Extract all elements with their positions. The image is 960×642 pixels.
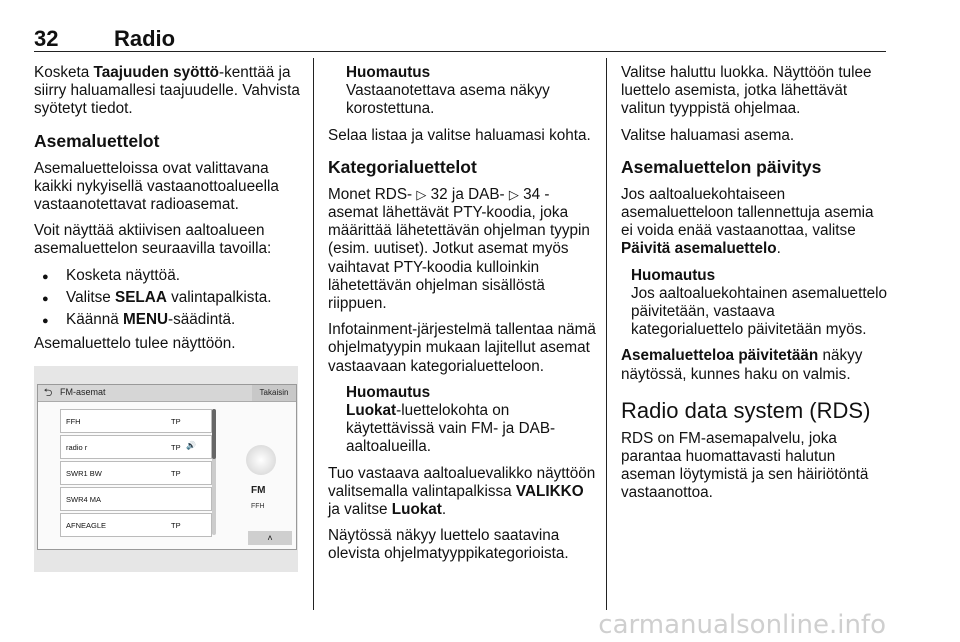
section-heading-paivitys: Asemaluettelon päivitys [621, 156, 822, 177]
station-list-screenshot [34, 366, 298, 572]
scrollbar [212, 409, 216, 535]
paragraph: Asemaluetteloa päivitetään näkyy näytössä, kunnes haku on valmis. [621, 347, 863, 383]
band-label: FM [251, 485, 266, 496]
chevron-up-icon: ˄ [248, 531, 292, 545]
bullet-list [34, 267, 302, 330]
header-rule [34, 51, 886, 52]
paragraph: Näytössä näkyy luettelo saatavina olevista ohjelmatyyppikategorioista. [328, 527, 569, 563]
list-item: SWR1 BW TP [60, 461, 212, 485]
page-number: 32 [34, 26, 59, 51]
paragraph: Monet RDS- ▷ 32 ja DAB- ▷ 34 - asemat lähettävät PTY-koodia, joka määrittää lähetettävän ohjelman tyypin (esim. uutiset). Jotkut asemat myös vaihtavat PTY-koodia kulloinkin lähetettävän ohjelman sisällöstä riippuen. [328, 185, 590, 313]
station-name: FFH [251, 503, 265, 510]
paragraph: Voit näyttää aktiivisen aaltoalueen asemaluettelon seuraavilla tavoilla: [34, 222, 272, 258]
note-text: Vastaanotettava asema näkyy korostettuna. [346, 82, 550, 118]
speaker-icon: 🔊 [186, 441, 196, 450]
screen-title: FM-asemat [60, 387, 106, 397]
column-divider-2 [606, 58, 607, 610]
section-heading-rds: Radio data system (RDS) [621, 397, 871, 423]
paragraph: Asemaluettelo tulee näyttöön. [34, 335, 236, 353]
list-item: AFNEAGLE TP [60, 513, 212, 537]
watermark: carmanualsonline.info [598, 610, 886, 640]
back-button: Takaisin [252, 385, 296, 401]
page-ref-arrow-icon: ▷ [416, 186, 427, 202]
note-title: Huomautus [346, 64, 431, 81]
list-item: ● Käännä MENU-säädintä. [34, 311, 302, 329]
scrollbar-thumb [212, 409, 216, 459]
list-item: radio r TP 🔊 [60, 435, 212, 459]
paragraph: Selaa listaa ja valitse haluamasi kohta. [328, 126, 591, 144]
paragraph: RDS on FM-asemapalvelu, joka parantaa huomattavasti halutun aseman löytymistä ja sen häiriötöntä vastaanottoa. [621, 429, 869, 502]
note-text: Luokat-luettelokohta on käytettävissä vain FM- ja DAB-aaltoalueilla. [346, 402, 556, 456]
paragraph: Infotainment-järjestelmä tallentaa nämä ohjelmatyypin mukaan lajitellut asemat vastaavaan kategorialuetteloon. [328, 321, 596, 375]
note-box [631, 267, 889, 340]
column-1 [34, 64, 302, 361]
page-header [34, 26, 886, 50]
list-item: FFH TP [60, 409, 212, 433]
column-divider-1 [313, 58, 314, 610]
page-ref-arrow-icon: ▷ [508, 186, 519, 202]
column-2 [328, 64, 598, 572]
paragraph: Jos aaltoaluekohtaiseen asemaluetteloon tallennettuja asemia ei voida enää vastaanottaa, valitse Päivitä asemaluettelo. [621, 185, 874, 258]
paragraph: Valitse haluamasi asema. [621, 126, 795, 144]
column-3 [621, 64, 889, 511]
paragraph: Asemaluetteloissa ovat valittavana kaikki nykyisellä vastaanottoalueella vastaanotettavat radioasemat. [34, 159, 279, 214]
station-list [60, 409, 218, 537]
station-logo-icon [246, 445, 276, 475]
list-item: ● Valitse SELAA valintapalkista. [34, 289, 302, 307]
list-item: SWR4 MA [60, 487, 212, 511]
section-heading-kategorialuettelot: Kategorialuettelot [328, 156, 477, 177]
note-box [346, 384, 598, 457]
paragraph: Tuo vastaava aaltoaluevalikko näyttöön valitsemalla valintapalkissa VALIKKO ja valitse Luokat. [328, 464, 596, 519]
paragraph: Valitse haluttu luokka. Näyttöön tulee luettelo asemista, jotka lähettävät valitun tyyppistä ohjelmaa. [621, 64, 872, 118]
note-title: Huomautus [631, 266, 716, 284]
note-box [346, 64, 598, 119]
section-heading-asemaluettelot: Asemaluettelot [34, 130, 160, 151]
chapter-title: Radio [114, 26, 176, 51]
screen-frame [37, 384, 297, 550]
screen-top-bar [38, 385, 296, 402]
note-text: Jos aaltoaluekohtainen asemaluettelo päivitetään, vastaava kategorialuettelo päivitetään myös. [631, 284, 887, 339]
paragraph: Kosketa Taajuuden syöttö-kenttää ja siirry haluamallesi taajuudelle. Vahvista syötetyt tiedot. [34, 64, 300, 118]
list-item: ● Kosketa näyttöä. [34, 267, 302, 285]
note-title: Huomautus [346, 383, 431, 401]
back-arrow-icon: ⮌ [43, 387, 53, 399]
